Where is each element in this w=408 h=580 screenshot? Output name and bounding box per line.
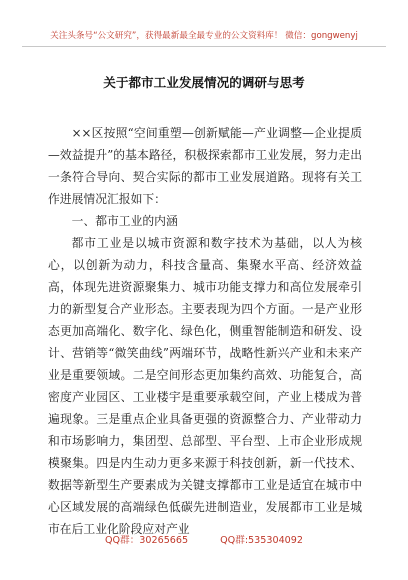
header-promo: 关注头条号“公文研究”，获得最新最全最专业的公文资料库！ 微信：gongwenyj: [50, 31, 358, 41]
footer-contacts: [0, 532, 408, 546]
footer-qq-group-2: QQ群:535304092: [220, 535, 303, 546]
header-divider: [22, 46, 386, 47]
body-paragraph: 都市工业是以城市资源和数字技术为基础，以人为核心，以创新为动力，科技含量高、集聚水平高、经济效益高，体现先进资源聚集力、城市功能支撑力和高位发展牵引力的新型复合产业形态。主要表现为四个方面。一是产业形态更加高端化、数字化、绿色化，侧重智能制造和研发、设计、营销等“微笑曲线”两端环节，战略性新兴产业和未来产业是重要领域。二是空间形态更加集约高效、功能复合，高密度产业园区、工业楼宇是重要承载空间，产业上楼成为普遍现象。三是重点企业具备更强的资源整合力、产业带动力和市场影响力，集团型、总部型、平台型、上市企业形成规模聚集。四是内生动力更多来源于科技创新，新一代技术、数据等新型生产要素成为关键支撑都市工业是适宜在城市中心区域发展的高端绿色低碳先进制造业，发展都市工业是城市在后工业化阶段应对产业: [48, 236, 362, 536]
document-title: 关于都市工业发展情况的调研与思考: [103, 75, 305, 90]
section-heading: 一、都市工业的内涵: [71, 214, 178, 228]
document-body: [48, 122, 362, 540]
intro-paragraph: ××区按照“空间重塑—创新赋能—产业调整—企业提质—效益提升”的基本路径，积极探索都市工业发展，努力走出一条符合导向、契合实际的都市工业发展道路。现将有关工作进展情况汇报如下：: [48, 126, 362, 206]
footer-qq-group-1: QQ群：30265665: [105, 535, 189, 546]
